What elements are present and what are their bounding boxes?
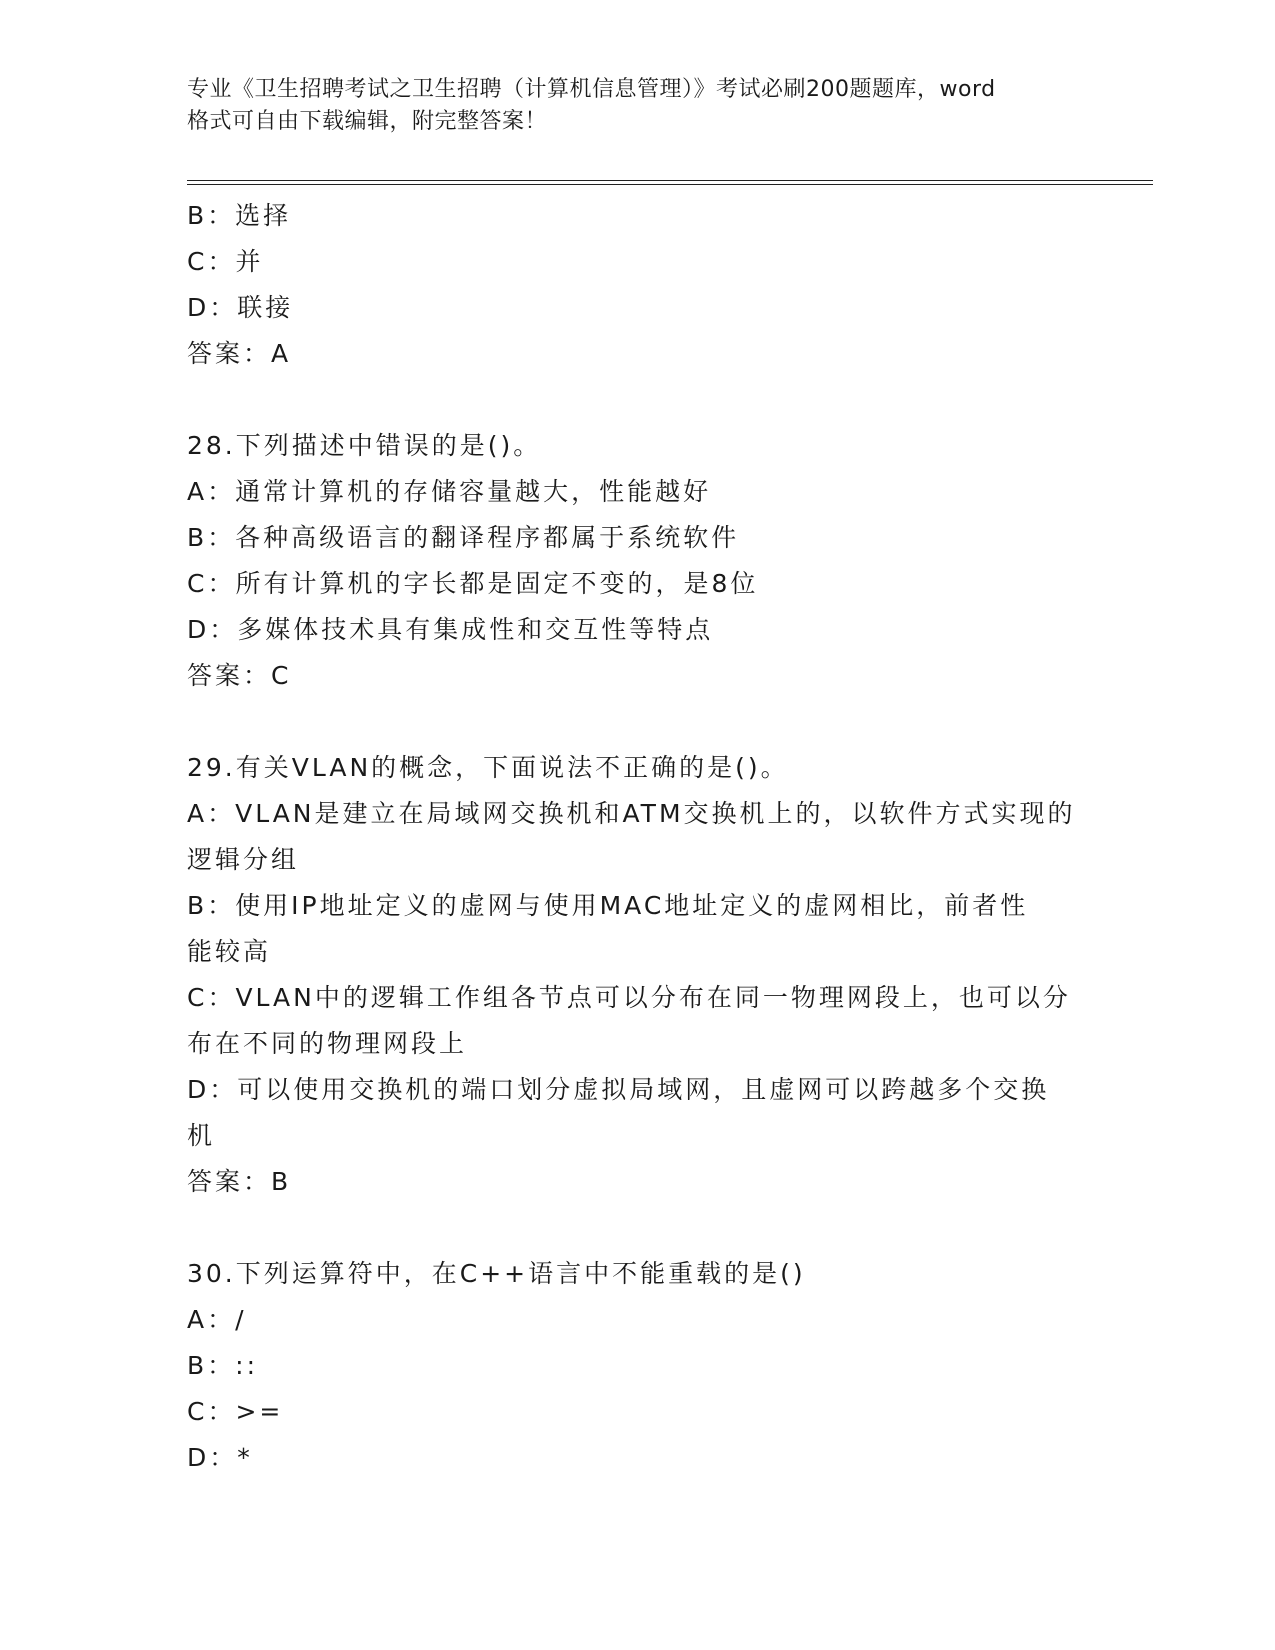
q28-option-c: C：所有计算机的字长都是固定不变的，是8位 [187,569,759,598]
q27-answer: 答案：A [187,339,292,368]
question-content [187,193,1087,1481]
header-line-2: 格式可自由下载编辑，附完整答案！ [187,109,548,134]
header-line-1: 专业《卫生招聘考试之卫生招聘（计算机信息管理）》考试必刷200题题库，word [187,77,996,102]
q30-option-c: C：>= [187,1397,284,1426]
question-28 [187,423,1087,699]
header-rule-bottom [187,184,1153,185]
q27-option-b: B：选择 [187,201,292,230]
q29-option-b-line-2: 能较高 [187,937,272,966]
header-rule-top [187,180,1153,181]
q28-answer: 答案：C [187,661,292,690]
q28-option-a: A：通常计算机的存储容量越大，性能越好 [187,477,712,506]
q29-option-d-line-2: 机 [187,1121,216,1150]
q30-question: 30.下列运算符中，在C++语言中不能重载的是() [187,1259,806,1288]
q29-option-a-line-1: A：VLAN是建立在局域网交换机和ATM交换机上的，以软件方式实现的 [187,799,1076,828]
q28-question: 28.下列描述中错误的是()。 [187,431,542,460]
q29-option-c-line-2: 布在不同的物理网段上 [187,1029,468,1058]
spacer [187,1205,1087,1251]
q29-option-d-line-1: D：可以使用交换机的端口划分虚拟局域网，且虚网可以跨越多个交换 [187,1075,1050,1104]
q28-option-d: D：多媒体技术具有集成性和交互性等特点 [187,615,714,644]
q29-option-c-line-1: C：VLAN中的逻辑工作组各节点可以分布在同一物理网段上，也可以分 [187,983,1071,1012]
q29-question: 29.有关VLAN的概念，下面说法不正确的是()。 [187,753,789,782]
q30-option-b: B：:: [187,1351,258,1380]
q28-option-b: B：各种高级语言的翻译程序都属于系统软件 [187,523,740,552]
spacer [187,377,1087,423]
page-header [187,74,1087,138]
q30-option-d: D：* [187,1443,253,1472]
q27-option-d: D：联接 [187,293,294,322]
q29-answer: 答案：B [187,1167,292,1196]
q30-option-a: A：/ [187,1305,247,1334]
spacer [187,699,1087,745]
q29-option-a-line-2: 逻辑分组 [187,845,300,874]
question-27-tail [187,193,1087,377]
q27-option-c: C：并 [187,247,264,276]
question-29 [187,745,1087,1205]
q29-option-b-line-1: B：使用IP地址定义的虚网与使用MAC地址定义的虚网相比，前者性 [187,891,1029,920]
question-30 [187,1251,1087,1481]
